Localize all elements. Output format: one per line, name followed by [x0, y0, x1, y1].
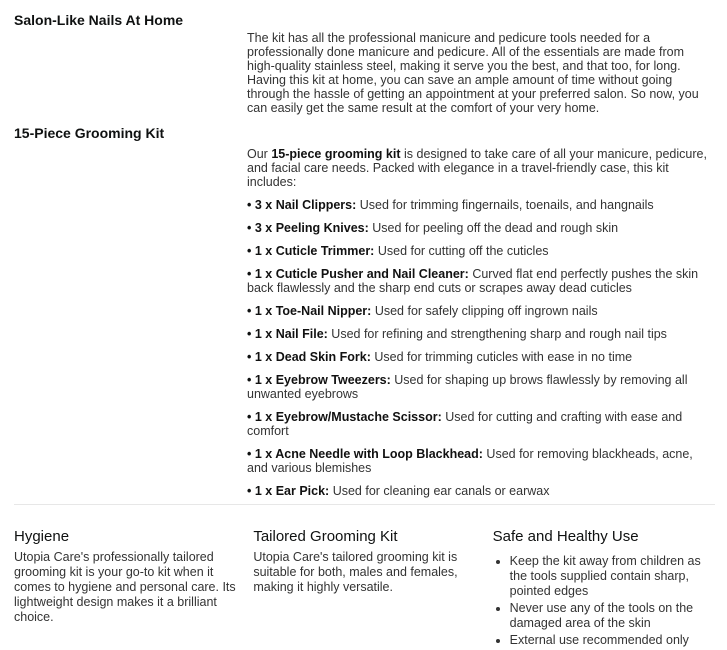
- kit-intro-prefix: Our: [247, 147, 272, 161]
- section-content-grooming-kit: [247, 125, 715, 498]
- kit-item-description: Used for trimming cuticles with ease in no time: [374, 350, 633, 364]
- kit-item-label: 3 x Peeling Knives:: [254, 221, 369, 235]
- kit-item-label: 1 x Toe-Nail Nipper:: [254, 304, 372, 318]
- feature-column-tailored-grooming-kit: [253, 528, 475, 650]
- kit-item-label: 1 x Eyebrow Tweezers:: [254, 373, 391, 387]
- kit-item-label: 3 x Nail Clippers:: [254, 198, 357, 212]
- safety-bullet-list: [493, 554, 715, 648]
- kit-item-description: Curved flat end perfectly pushes the skin back flawlessly and the sharp end cuts or scrapes away dead cuticles: [247, 267, 699, 295]
- kit-intro-paragraph: [247, 147, 715, 189]
- kit-contents-list: [247, 198, 715, 498]
- kit-item-label: 1 x Cuticle Trimmer:: [254, 244, 375, 258]
- feature-text-hygiene: Utopia Care's professionally tailored grooming kit is your go-to kit when it comes to hygiene and personal care. Its lightweight design makes it a brilliant choice.: [14, 550, 236, 624]
- section-heading-grooming-kit: 15-Piece Grooming Kit: [14, 125, 165, 141]
- safety-bullet: • Never use any of the tools on the damaged area of the skin: [510, 601, 715, 631]
- kit-item-label: 1 x Nail File:: [254, 327, 328, 341]
- safety-bullet: • Keep the kit away from children as the tools supplied contain sharp, pointed edges: [510, 554, 715, 599]
- kit-item: [247, 350, 715, 364]
- feature-text-tailored-grooming-kit: Utopia Care's tailored grooming kit is suitable for both, males and females, making it highly versatile.: [253, 550, 458, 594]
- kit-intro-bold: 15-piece grooming kit: [271, 147, 401, 161]
- kit-item: [247, 221, 715, 235]
- kit-item-label: 1 x Ear Pick:: [254, 484, 330, 498]
- kit-intro-suffix: is designed to take care of all your manicure, pedicure, and facial care needs. Packed with elegance in a travel-friendly case, this kit includes:: [247, 147, 707, 189]
- feature-column-safe-and-healthy-use: [493, 528, 715, 650]
- kit-item-label: 1 x Acne Needle with Loop Blackhead:: [254, 447, 483, 461]
- safety-bullet: • External use recommended only: [510, 633, 715, 648]
- kit-item-description: Used for trimming fingernails, toenails, and hangnails: [359, 198, 654, 212]
- feature-heading-safe-and-healthy-use: Safe and Healthy Use: [492, 528, 639, 545]
- kit-item-label: 1 x Dead Skin Fork:: [254, 350, 371, 364]
- kit-item-description: Used for cleaning ear canals or earwax: [332, 484, 550, 498]
- kit-item-label: 1 x Cuticle Pusher and Nail Cleaner:: [254, 267, 469, 281]
- description-row-grooming-kit: [14, 125, 715, 498]
- section-paragraph: The kit has all the professional manicure and pedicure tools needed for a professionally done manicure and pedicure. All of the essentials are made from high-quality stainless steel, making it serve you the best, and that too, for long. Having this kit at home, you can save an ample amount of time without going through the hassle of getting an appointment at your preferred salon. So now, you can easily get the same result at the comfort of your very home.: [247, 31, 699, 115]
- kit-item: [247, 304, 715, 318]
- kit-item: [247, 447, 715, 475]
- kit-item: [247, 244, 715, 258]
- section-heading-salon-like-nails: Salon-Like Nails At Home: [14, 12, 184, 28]
- kit-item-description: Used for refining and strengthening sharp and rough nail tips: [331, 327, 667, 341]
- section-content-salon-like-nails: [247, 12, 715, 115]
- kit-item-description: Used for safely clipping off ingrown nails: [374, 304, 598, 318]
- kit-item: [247, 327, 715, 341]
- kit-item-label: 1 x Eyebrow/Mustache Scissor:: [254, 410, 442, 424]
- kit-item-description: Used for peeling off the dead and rough skin: [372, 221, 619, 235]
- kit-item: [247, 373, 715, 401]
- feature-column-hygiene: [14, 528, 236, 650]
- kit-item: [247, 198, 715, 212]
- feature-heading-hygiene: Hygiene: [14, 528, 70, 545]
- feature-heading-tailored-grooming-kit: Tailored Grooming Kit: [253, 528, 398, 545]
- kit-item: [247, 484, 715, 498]
- kit-item: [247, 410, 715, 438]
- section-divider: [14, 504, 715, 505]
- kit-item-description: Used for cutting and crafting with ease and comfort: [247, 410, 683, 438]
- kit-item-description: Used for cutting off the cuticles: [377, 244, 549, 258]
- feature-columns: [14, 528, 715, 650]
- kit-item-description: Used for shaping up brows flawlessly by removing all unwanted eyebrows: [247, 373, 688, 401]
- description-row-salon-like-nails: [14, 12, 715, 115]
- kit-item-description: Used for removing blackheads, acne, and various blemishes: [247, 447, 693, 475]
- kit-item: [247, 267, 715, 295]
